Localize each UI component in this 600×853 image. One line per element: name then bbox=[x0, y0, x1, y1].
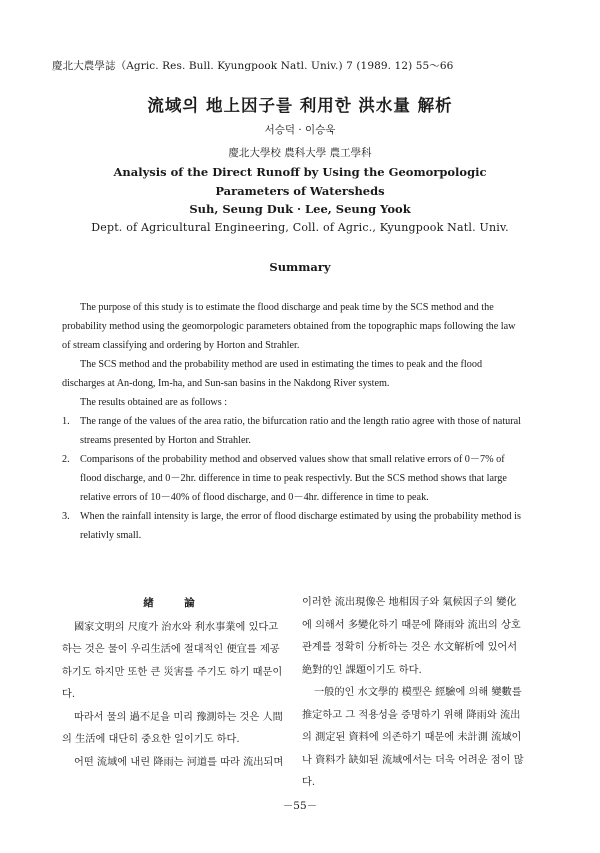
abstract-paragraph-3: The results obtained are as follows : bbox=[80, 397, 228, 408]
title-english bbox=[0, 163, 600, 219]
intro-paragraph: 어떤 流域에 내린 降雨는 河道를 따라 流出되며 bbox=[74, 756, 284, 768]
result-item bbox=[62, 412, 524, 450]
result-number: 1. bbox=[62, 416, 70, 427]
title-english-line-2: Parameters of Watersheds bbox=[215, 183, 385, 198]
intro-paragraph: 이러한 流出現像은 地相因子와 氣候因子의 變化에 의해서 多變化하기 때문에 降雨와 流出의 상호관계를 정확히 分析하는 것은 水文解析에 있어서 絶對的인 課題이기도 하다. bbox=[302, 597, 521, 676]
intro-paragraph: 國家文明의 尺度가 治水와 利水事業에 있다고 하는 것은 물이 우리生活에 절대적인 便宜를 제공하기도 하지만 또한 큰 災害를 주기도 하기 때문이다. bbox=[62, 621, 283, 700]
page-number: －55－ bbox=[282, 800, 318, 812]
journal-header: 慶北大農學誌（Agric. Res. Bull. Kyungpook Natl. Univ.) 7 (1989. 12) 55～66 bbox=[52, 60, 454, 72]
intro-paragraph: 一般的인 水文學的 模型은 經驗에 의해 變數를 推定하고 그 적용성을 증명하기 위해 降雨와 流出의 測定된 資料에 의존하기 때문에 未計測 流域이나 資料가 缺如된 流域에서는 더욱 어려운 점이 많다. bbox=[302, 687, 524, 788]
result-number: 3. bbox=[62, 511, 70, 522]
result-item bbox=[62, 507, 524, 545]
abstract bbox=[62, 298, 524, 545]
intro-right-column bbox=[302, 592, 526, 795]
affiliation-english: Dept. of Agricultural Engineering, Coll. of Agric., Kyungpook Natl. Univ. bbox=[91, 221, 509, 234]
authors-english: Suh, Seung Duk · Lee, Seung Yook bbox=[189, 202, 411, 216]
intro-heading: 緖 論 bbox=[143, 597, 205, 609]
result-item bbox=[62, 450, 524, 507]
results-list bbox=[62, 412, 524, 545]
result-text: When the rainfall intensity is large, the error of flood discharge estimated by using the probability method is relativly small. bbox=[80, 511, 521, 541]
authors-korean: 서승덕 · 이승욱 bbox=[264, 124, 336, 136]
abstract-paragraph-1: The purpose of this study is to estimate the flood discharge and peak time by the SCS method and the probability method using the geomorpologic parameters obtained from the topographic maps following the law of stream classifying and ordering by Horton and Strahler. bbox=[62, 302, 516, 351]
title-korean: 流域의 地上因子를 利用한 洪水量 解析 bbox=[147, 96, 453, 115]
result-number: 2. bbox=[62, 454, 70, 465]
result-text: Comparisons of the probability method and observed values show that small relative errors of 0－7% of flood discharge, and 0－2hr. difference in time to peak respectivly. But the SCS method shows that large relative errors of 10－40% of flood discharge, and 0－4hr. difference in time to peak. bbox=[80, 454, 507, 503]
intro-left-column bbox=[62, 592, 286, 774]
summary-heading: Summary bbox=[269, 260, 331, 274]
intro-paragraph: 따라서 물의 過不足을 미리 豫測하는 것은 人間의 生活에 대단히 중요한 일이기도 하다. bbox=[62, 711, 283, 745]
affiliation-korean: 慶北大學校 農科大學 農工學科 bbox=[228, 147, 372, 159]
title-english-line-1: Analysis of the Direct Runoff by Using the Geomorpologic bbox=[113, 165, 487, 179]
result-text: The range of the values of the area ratio, the bifurcation ratio and the length ratio agree with those of natural streams presented by Horton and Strahler. bbox=[80, 416, 521, 446]
abstract-paragraph-2: The SCS method and the probability method are used in estimating the times to peak and the flood discharges at An-dong, Im-ha, and Sun-san basins in the Nakdong River system. bbox=[62, 359, 483, 389]
